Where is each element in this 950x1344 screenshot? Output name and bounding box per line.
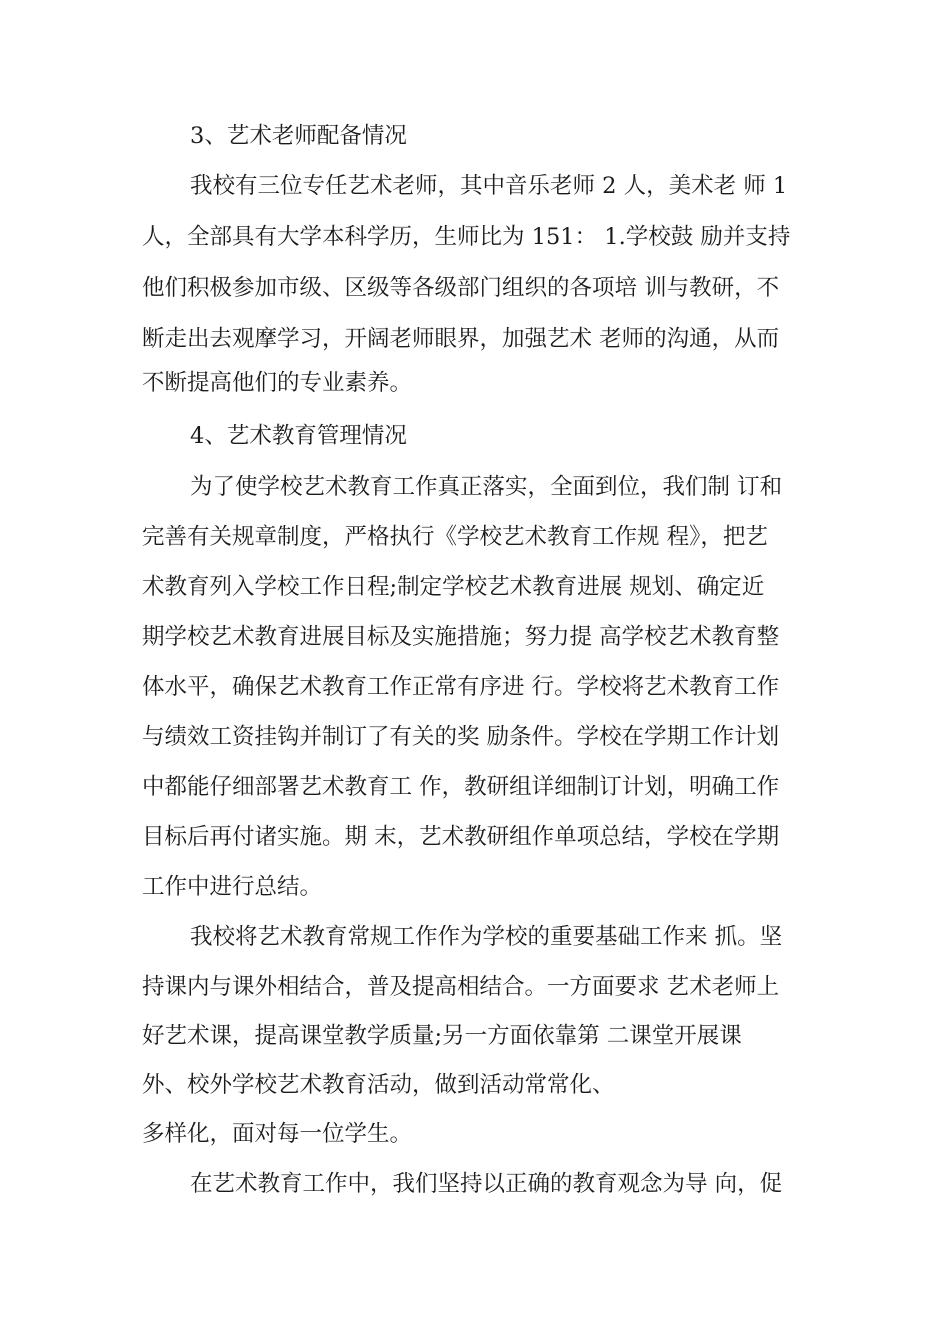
- section-heading-3: [0, 112, 950, 160]
- paragraph-line: [0, 1160, 950, 1208]
- line-text: 好艺术课，提高课堂教学质量;另一方面依靠第 二课堂开展课: [142, 1023, 742, 1049]
- line-text: 目标后再付诸实施。期 末，艺术教研组作单项总结，学校在学期: [142, 824, 780, 850]
- line-text: 术教育列入学校工作日程;制定学校艺术教育进展 规划、确定近: [142, 574, 765, 600]
- paragraph-line: [0, 213, 950, 261]
- line-text: 为了使学校艺术教育工作真正落实，全面到位，我们制 订和: [190, 474, 783, 500]
- paragraph-line: [0, 963, 950, 1011]
- paragraph-line: [0, 1110, 950, 1158]
- line-text: 不断提高他们的专业素养。: [142, 370, 413, 396]
- paragraph-line: [0, 315, 950, 363]
- line-text: 多样化，面对每一位学生。: [142, 1121, 413, 1147]
- heading-text: 4、艺术教育管理情况: [190, 423, 407, 449]
- line-text: 体水平，确保艺术教育工作正常有序进 行。学校将艺术教育工作: [142, 674, 780, 700]
- paragraph-line: [0, 913, 950, 961]
- paragraph-line: [0, 264, 950, 312]
- line-text: 人，全部具有大学本科学历，生师比为 151： 1.学校鼓 励并支持: [142, 224, 791, 250]
- heading-text: 3、艺术老师配备情况: [190, 123, 407, 149]
- line-text: 在艺术教育工作中，我们坚持以正确的教育观念为导 向，促: [190, 1171, 783, 1197]
- line-text: 工作中进行总结。: [142, 874, 323, 900]
- paragraph-line: [0, 1061, 950, 1109]
- paragraph-line: [0, 613, 950, 661]
- line-text: 完善有关规章制度，严格执行《学校艺术教育工作规 程》，把艺: [142, 524, 768, 550]
- line-text: 我校将艺术教育常规工作作为学校的重要基础工作来 抓。坚: [190, 924, 783, 950]
- paragraph-line: [0, 563, 950, 611]
- line-text: 断走出去观摩学习，开阔老师眼界，加强艺术 老师的沟通，从而: [142, 326, 780, 352]
- section-heading-4: [0, 412, 950, 460]
- paragraph-line: [0, 513, 950, 561]
- paragraph-line: [0, 763, 950, 811]
- paragraph-line: [0, 663, 950, 711]
- paragraph-line: [0, 713, 950, 761]
- line-text: 期学校艺术教育进展目标及实施措施；努力提 高学校艺术教育整: [142, 624, 780, 650]
- paragraph-line: [0, 359, 950, 407]
- line-text: 我校有三位专任艺术老师，其中音乐老师 2 人，美术老 师 1: [190, 173, 788, 199]
- line-text: 与绩效工资挂钩并制订了有关的奖 励条件。学校在学期工作计划: [142, 724, 780, 750]
- line-text: 持课内与课外相结合，普及提高相结合。一方面要求 艺术老师上: [142, 974, 780, 1000]
- line-text: 中都能仔细部署艺术教育工 作，教研组详细制订计划，明确工作: [142, 774, 780, 800]
- paragraph-line: [0, 863, 950, 911]
- line-text: 他们积极参加市级、区级等各级部门组织的各项培 训与教研，不: [142, 275, 780, 301]
- paragraph-line: [0, 1012, 950, 1060]
- paragraph-line: [0, 813, 950, 861]
- paragraph-line: [0, 162, 950, 210]
- paragraph-line: [0, 463, 950, 511]
- line-text: 外、校外学校艺术教育活动，做到活动常常化、: [142, 1072, 615, 1098]
